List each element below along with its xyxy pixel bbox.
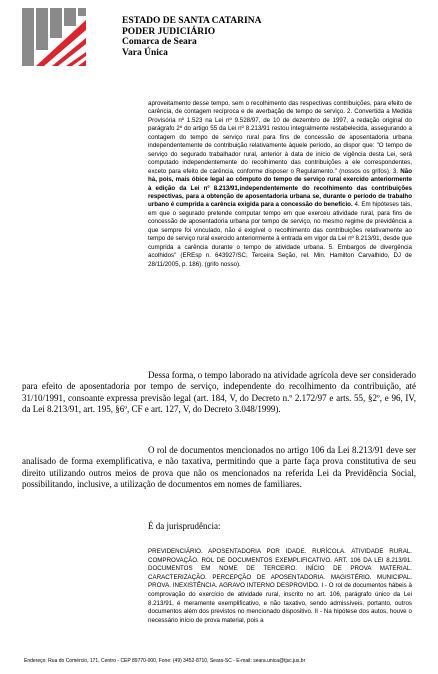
quote1-text-part2: 4. Em hipóteses tais, em que o segurado pretende computar tempo em que exerceu atividade rural, para fins de concessão de aposentadoria urbana por tempo de serviço, no mesmo regime de previdência a que sempre foi vinculado, não é exigível o recolhimento das contribuições relativamente ao tempo de serviço rural exercido anteriormente à entrada em vigor da Lei nº 8.213/91, desde que cumprida a carência durante o tempo de atividade urbana. 5. Embargos de divergência acolhidos" (EREsp n. 643927/SC, Terceira Seção, rel. Min. Hamilton Carvalhido, DJ de 28/11/2005, p. 186). (grifo nosso). xyxy=(148,201,412,268)
page-footer-address: Endereço: Rua do Comércio, 171, Centro - CEP 89770-000, Fone: (49) 3452-8710, Seara-SC - E-mail: seara.unica@tjsc.jus.br xyxy=(24,658,306,664)
court-identification xyxy=(122,16,261,58)
jurisprudence-quote-1 xyxy=(148,100,412,269)
letterhead xyxy=(22,8,422,68)
district-name: Comarca de Seara xyxy=(122,37,197,47)
quote1-bold-passage: Não há, pois, mais óbice legal ao cômputo do tempo de serviço rural exercido anteriormente à edição da Lei nº 8.213/91,independentemente do recolhimento das contribuições respectivas, para a obtenção de aposentadoria urbana se, durante o período de trabalho urbano é cumprida a carência exigida para a concessão do benefício. xyxy=(148,167,412,209)
paragraph-jurisprudence-intro: É da jurisprudência: xyxy=(148,521,221,531)
paragraph-document-list: O rol de documentos mencionados no artigo 106 da Lei 8.213/91 deve ser analisado de forma exemplificativa, e não taxativa, permitindo que a parte faça prova constitutiva de seu direito utilizando outros meios de prova que não os mencionados na referida Lei da Previdência Social, possibilitando, inclusive, a utilização de documentos em nomes de familiares. xyxy=(22,445,416,489)
paragraph-rural-time: Dessa forma, o tempo laborado na atividade agrícola deve ser considerado para efeito de aposentadoria por tempo de serviço, independente do recolhimento da contribuição, até 31/10/1991, consoante expressa previsão legal (art. 184, V, do Decreto n.º 2.172/97 e arts. 55, §2º, e 96, IV, da Lei 8.213/91, art. 195, §6º, CF e art. 127, V, do Decreto 3.048/1999). xyxy=(22,370,416,414)
quote1-text-part1: aproveitamento desse tempo, sem o recolhimento das respectivas contribuições, para efeito de carência, de contagem recíproca e de averbação de tempo de serviço. 2. Convertida a Medida Provisória nº 1.523 na Lei nº 9.528/97, de 10 de dezembro de 1997, a redação original do parágrafo 2º do artigo 55 da Lei nº 8.213/91 restou integralmente restabelecida, assegurando a contagem do tempo de serviço rural para fins de concessão de aposentadoria urbana independentemente de contribuição relativamente àquele período, ao dispor que: "O tempo de serviço do segurado trabalhador rural, anterior à data de início de vigência desta Lei, será computado independentemente do recolhimento das contribuições a ele correspondentes, exceto para efeito de carência, conforme disposer o Regulamento." (nossos os grifos). 3. xyxy=(148,100,412,175)
state-name: ESTADO DE SANTA CATARINA xyxy=(122,16,262,26)
court-logo xyxy=(22,8,86,66)
branch-name: PODER JUDICIÁRIO xyxy=(122,26,216,37)
jurisprudence-quote-2: PREVIDENCIÁRIO. APOSENTADORIA POR IDADE. RURÍCOLA. ATIVIDADE RURAL. COMPROVAÇÃO. ROL DE DOCUMENTOS EXEMPLIFICATIVO. ART. 106 DA LEI 8.213/91. DOCUMENTOS EM NOME DE TERCEIRO. INÍCIO DE PROVA MATERIAL. CARACTERIZAÇÃO. PERCEPÇÃO DE APOSENTADORIA. MAGISTÉRIO. MUNICIPAL. PROVA. INEXISTÊNCIA. AGRAVO INTERNO DESPROVIDO. I - O rol de documentos hábeis à comprovação do exercício de atividade rural, inscrito no art. 106, parágrafo único da Lei 8.213/91, é meramente exemplificativo, e não taxativo, sendo admissíveis, portanto, outros documentos além dos previstos no mencionado dispositivo. II - Na hipótese dos autos, houve o necessário início de prova material, pois a xyxy=(148,548,412,624)
court-name: Vara Única xyxy=(122,47,168,58)
